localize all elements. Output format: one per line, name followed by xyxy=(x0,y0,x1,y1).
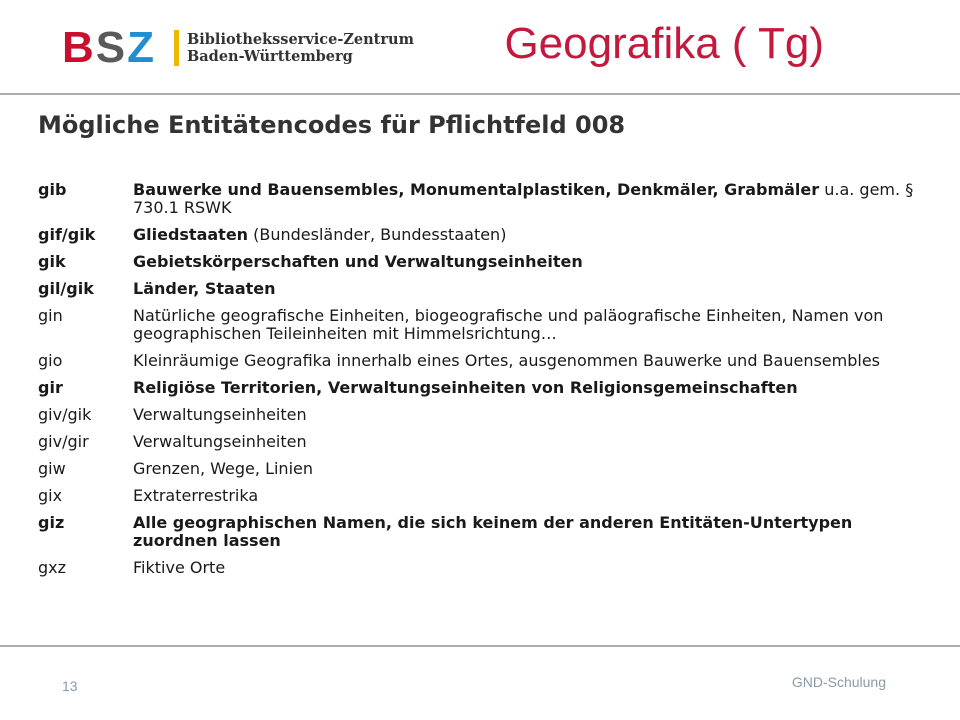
entity-code: giv/gik xyxy=(38,405,92,424)
logo-letter-s: S xyxy=(95,23,128,72)
entity-code-row xyxy=(38,379,918,397)
entity-code-row xyxy=(38,514,918,550)
entity-code-row xyxy=(38,352,918,370)
logo-text xyxy=(187,31,414,65)
footer-divider xyxy=(0,645,960,647)
entity-description xyxy=(133,460,918,478)
entity-description xyxy=(133,433,918,451)
entity-description xyxy=(133,253,918,271)
entity-code-row xyxy=(38,307,918,343)
entity-description xyxy=(133,307,918,343)
description-segment: u.a. gem. § 730.1 RSWK xyxy=(133,180,914,217)
entity-code: gio xyxy=(38,351,63,370)
description-segment: Alle geographischen Namen, die sich keinem der anderen Entitäten-Untertypen zuordnen lassen xyxy=(133,513,853,550)
entity-code: giz xyxy=(38,513,65,532)
section-heading: Mögliche Entitätencodes für Pflichtfeld 008 xyxy=(38,111,626,139)
slide-title: Geografika ( Tg) xyxy=(504,19,824,68)
entity-code-row xyxy=(38,487,918,505)
entity-code: gil/gik xyxy=(38,279,94,298)
description-segment: Bauwerke und Bauensembles, Monumentalplastiken, Denkmäler, Grabmäler xyxy=(133,180,820,199)
entity-code-row xyxy=(38,433,918,451)
description-segment: Gebietskörperschaften und Verwaltungseinheiten xyxy=(133,252,583,271)
description-segment: Extraterrestrika xyxy=(133,486,259,505)
entity-code-row xyxy=(38,226,918,244)
entity-description xyxy=(133,181,918,217)
entity-code: gir xyxy=(38,378,63,397)
description-segment: Gliedstaaten xyxy=(133,225,249,244)
entity-code: gin xyxy=(38,306,63,325)
entity-code-row xyxy=(38,559,918,577)
description-segment: Fiktive Orte xyxy=(133,558,226,577)
entity-code: gix xyxy=(38,486,63,505)
logo-text-line2: Baden-Württemberg xyxy=(187,48,353,65)
description-segment: Grenzen, Wege, Linien xyxy=(133,459,313,478)
entity-description xyxy=(133,487,918,505)
description-segment: Natürliche geografische Einheiten, biogeografische und paläografische Einheiten, Namen von geographischen Teileinheiten mit Himmelsrichtung… xyxy=(133,306,884,343)
entity-code-row xyxy=(38,406,918,424)
entity-code-row xyxy=(38,181,918,217)
logo-letter-b: B xyxy=(62,23,96,72)
entity-description xyxy=(133,559,918,577)
entity-description xyxy=(133,406,918,424)
entity-code: giw xyxy=(38,459,66,478)
logo-text-line1: Bibliotheksservice-Zentrum xyxy=(187,31,414,48)
entity-description xyxy=(133,379,918,397)
entity-description xyxy=(133,226,918,244)
entity-code-list xyxy=(38,181,918,586)
entity-description xyxy=(133,352,918,370)
footer-label: GND-Schulung xyxy=(791,674,886,690)
entity-code-row xyxy=(38,460,918,478)
entity-code: gif/gik xyxy=(38,225,96,244)
logo-divider-bar xyxy=(174,30,179,66)
entity-description xyxy=(133,280,918,298)
entity-code-row xyxy=(38,280,918,298)
description-segment: Kleinräumige Geografika innerhalb eines Ortes, ausgenommen Bauwerke und Bauensembles xyxy=(133,351,881,370)
header-divider xyxy=(0,93,960,95)
entity-code-row xyxy=(38,253,918,271)
description-segment: Verwaltungseinheiten xyxy=(133,432,307,451)
description-segment: (Bundesländer, Bundesstaaten) xyxy=(248,225,507,244)
bsz-logo-mark xyxy=(62,23,157,72)
entity-code: gib xyxy=(38,180,67,199)
page-number: 13 xyxy=(62,678,78,694)
bsz-logo xyxy=(62,23,414,72)
entity-description xyxy=(133,514,918,550)
entity-code: giv/gir xyxy=(38,432,89,451)
description-segment: Länder, Staaten xyxy=(133,279,276,298)
logo-letter-z: Z xyxy=(127,23,157,72)
entity-code: gxz xyxy=(38,558,67,577)
description-segment: Religiöse Territorien, Verwaltungseinheiten von Religionsgemeinschaften xyxy=(133,378,798,397)
description-segment: Verwaltungseinheiten xyxy=(133,405,307,424)
entity-code: gik xyxy=(38,252,66,271)
